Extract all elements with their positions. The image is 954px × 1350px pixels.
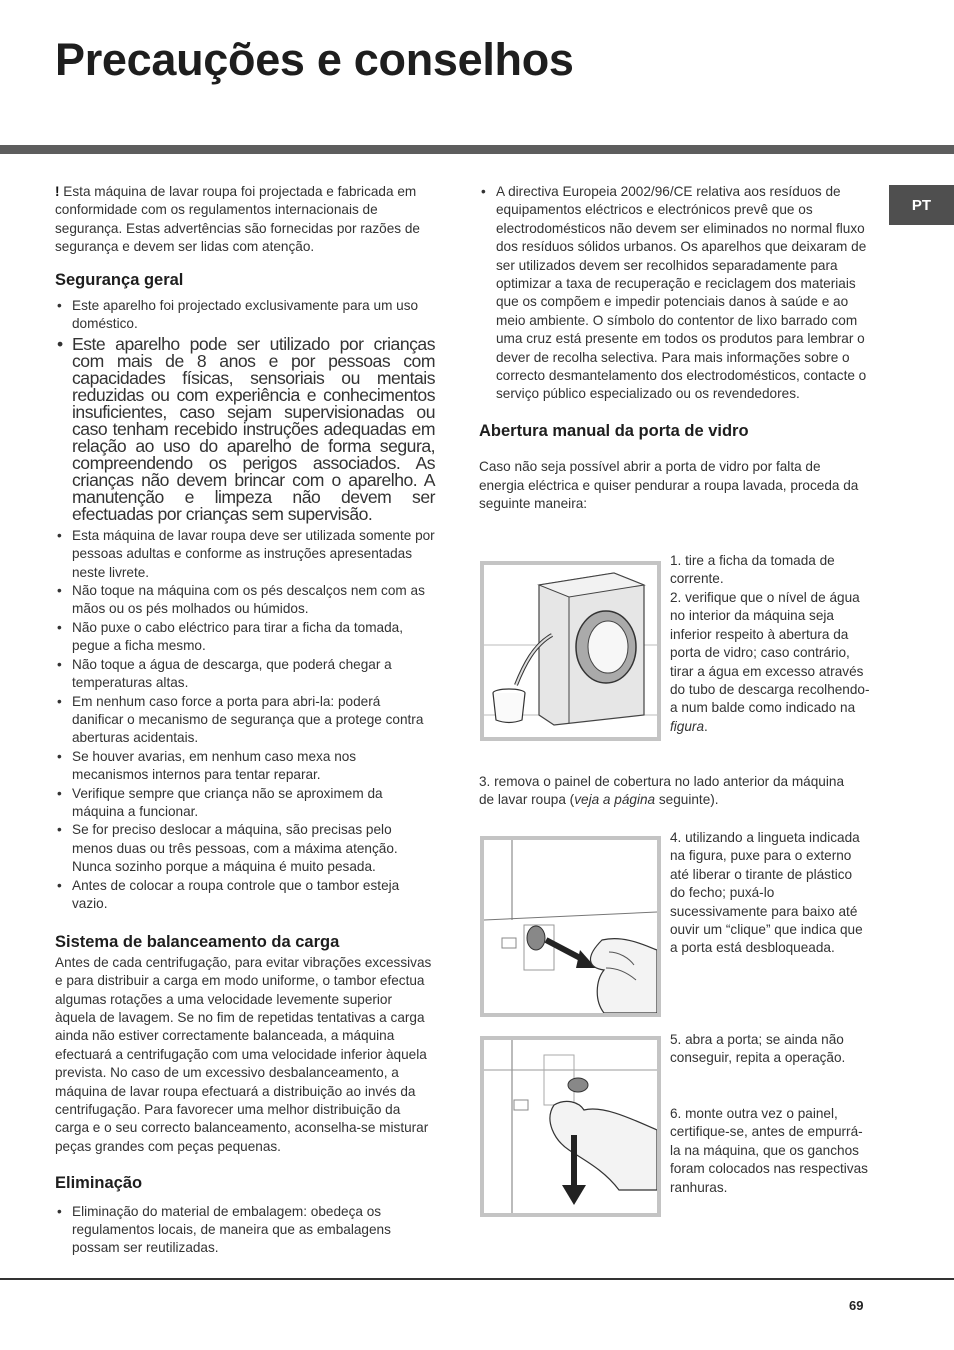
intro-text: Esta máquina de lavar roupa foi projectada e fabricada em conformidade com os regulamentos internacionais de segurança. Estas advertências são fornecidas por razões de segurança e devem ser lidas com atenção. [55,184,420,255]
step-6-text: 6. monte outra vez o painel, certifique-se, antes de empurrá-la na máquina, que os ganchos foram colocados nas respectivas ranhuras. [670,1106,868,1195]
intro-paragraph [55,183,435,257]
door-heading: Abertura manual da porta de vidro [479,421,749,440]
step-1-text: 1. tire a ficha da tomada de corrente. [670,553,835,587]
disposal-heading: Eliminação [55,1174,143,1193]
hand-pull-down-illustration [484,1040,657,1213]
list-item: • Não toque na máquina com os pés descalços nem com as mãos ou os pés molhados ou húmidos. [55,582,435,619]
safety-heading: Segurança geral [55,270,184,289]
step-5-text: 5. abra a porta; se ainda não conseguir, repita a operação. [670,1032,846,1066]
list-item: • Verifique sempre que criança não se aproximem da máquina a funcionar. [55,785,435,822]
list-item: • Este aparelho pode ser utilizado por crianças com mais de 8 anos e por pessoas com capacidades físicas, sensoriais ou mentais reduzidas ou com experiência e conhecimentos insuficientes, caso sejam supervisionadas ou caso tenham recebido instruções adequadas em relação ao uso do aparelho de forma segura, compreendendo os perigos associados. As crianças não devem brincar com o aparelho. A manutenção e limpeza não devem ser efectuadas por crianças sem supervisão. [55,336,435,523]
disposal-list [55,1203,435,1258]
door-intro: Caso não seja possível abrir a porta de vidro por falta de energia eléctrica e quiser pendurar a roupa lavada, proceda da seguinte maneira: [479,459,859,512]
safety-list [55,297,435,913]
language-tab: PT [889,185,954,225]
left-column [55,183,435,1258]
page-number: 69 [849,1298,864,1313]
step-2-text: 2. verifique que o nível de água no interior da máquina seja inferior respeito à abertura da porta de vidro; caso contrário, tirar a água em excesso através do tubo de descarga recolhendo-a num balde como indicado na figura. [670,590,870,734]
warning-mark: ! [55,184,60,199]
page-title: Precauções e conselhos [55,34,574,85]
list-item: • Se for preciso deslocar a máquina, são precisas pelo menos duas ou três pessoas, com a máxima atenção. Nunca sozinho porque a máquina é muito pesada. [55,821,435,876]
step-4-text: 4. utilizando a lingueta indicada na figura, puxe para o externo até liberar o tirante de plástico do fecho; puxá-lo sucessivamente para baixo até ouvir um “clique” que indica que a porta está desbloqueada. [670,830,863,956]
list-item: • Em nenhum caso force a porta para abri-la: poderá danificar o mecanismo de segurança que a protege contra aberturas acidentais. [55,693,435,748]
footer-divider [0,1278,954,1280]
list-item: • Antes de colocar a roupa controle que o tambor esteja vazio. [55,877,435,914]
right-column [479,183,869,514]
list-item: • A directiva Europeia 2002/96/CE relativa aos resíduos de equipamentos eléctricos e electrónicos prevê que os electrodomésticos não devem ser eliminados no normal fluxo dos resíduos sólidos urbanos. Os aparelhos que deixaram de ser utilizados devem ser recolhidos separadamente para optimizar a taxa de recuperação e reciclagem dos materiais que os compõem e impedir potenciais danos à saúde e ao meio ambiente. O símbolo do contentor de lixo barrado com uma cruz está presente em todos os produtos para lembrar o dever de recolha selectiva. Para mais informações sobre o correcto desmantelamento dos electrodomésticos, contacte o serviço público especializado ou os revendedores. [479,183,869,404]
figure-pull-tab [480,836,661,1017]
list-item: • Este aparelho foi projectado exclusivamente para um uso doméstico. [55,297,435,334]
balance-text: Antes de cada centrifugação, para evitar vibrações excessivas e para distribuir a carga em modo uniforme, o tambor efectua algumas rotações a uma velocidade levemente superior àquela de lavagem. Se no fim de repetidas tentativas a carga ainda não estiver correctamente balanceada, a máquina efectuará a centrifugação com uma velocidade inferior àquela prevista. No caso de um excessivo desbalanceamento, a máquina de lavar roupa efectuará a distribuição ao invés da centrifugação. Para favorecer uma melhor distribuição da carga e o seu correcto balanceamento, aconselha-se misturar peças grandes com peças pequenas. [55,954,432,1154]
header-divider [0,145,954,154]
figure-pull-down [480,1036,661,1217]
disposal-list-continued [479,183,869,404]
list-item: • Não toque a água de descarga, que poderá chegar a temperaturas altas. [55,656,435,693]
figure-drain-water [480,561,661,741]
balance-heading: Sistema de balanceamento da carga [55,933,340,952]
step-3-text: 3. remova o painel de cobertura no lado anterior da máquina de lavar roupa (veja a página seguinte). [479,774,845,808]
list-item: • Se houver avarias, em nenhum caso mexa nos mecanismos internos para tentar reparar. [55,748,435,785]
list-item: • Não puxe o cabo eléctrico para tirar a ficha da tomada, pegue a ficha mesmo. [55,619,435,656]
list-item: • Eliminação do material de embalagem: obedeça os regulamentos locais, de maneira que as embalagens possam ser reutilizadas. [55,1203,435,1258]
washing-machine-illustration [484,565,657,737]
hand-pull-tab-illustration [484,840,657,1013]
list-item: • Esta máquina de lavar roupa deve ser utilizada somente por pessoas adultas e conforme as instruções apresentadas neste livrete. [55,527,435,582]
